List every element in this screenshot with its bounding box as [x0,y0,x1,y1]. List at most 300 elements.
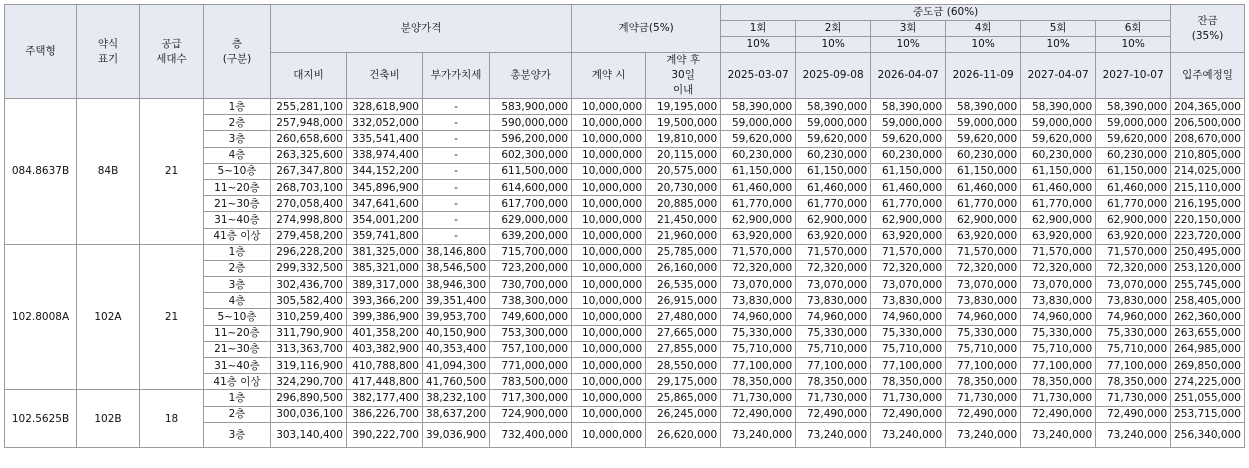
floor-cell: 21~30층 [204,196,271,212]
middle-payment-cell: 75,710,000 [796,341,871,357]
middle-payment-cell: 71,570,000 [721,244,796,260]
table-body [5,99,1245,448]
deposit-cell: 10,000,000 [572,390,646,406]
deposit-cell: 10,000,000 [572,179,646,195]
middle-payment-cell: 75,710,000 [1021,341,1096,357]
floor-cell: 11~20층 [204,179,271,195]
supply-count-cell: 21 [140,99,204,245]
land-cost-cell: 268,703,100 [271,179,347,195]
total-price-cell: 639,200,000 [490,228,572,244]
total-price-cell: 732,400,000 [490,422,572,447]
deposit-cell: 10,000,000 [572,374,646,390]
middle-pct-header: 10% [1021,37,1096,53]
build-cost-cell: 417,448,800 [347,374,423,390]
middle-payment-cell: 58,390,000 [796,99,871,115]
middle-payment-cell: 59,000,000 [946,115,1021,131]
middle-payment-cell: 61,460,000 [871,179,946,195]
middle-payment-cell: 58,390,000 [1096,99,1171,115]
col-abbr-header: 약식 표기 [77,5,140,99]
deposit-on-contract-header [572,53,646,99]
vat-cell: - [423,115,490,131]
vat-header: 부가가치세 [423,53,490,99]
middle-payment-cell: 78,350,000 [721,374,796,390]
middle-payment-cell: 73,830,000 [796,293,871,309]
middle-payment-cell: 61,460,000 [946,179,1021,195]
middle-payment-cell: 61,460,000 [1096,179,1171,195]
build-cost-cell: 403,382,900 [347,341,423,357]
balance-cell: 269,850,000 [1171,358,1245,374]
middle-payment-cell: 61,770,000 [946,196,1021,212]
vat-cell: - [423,212,490,228]
middle-payment-cell: 74,960,000 [796,309,871,325]
floor-cell: 2층 [204,260,271,276]
middle-payment-cell: 71,730,000 [796,390,871,406]
vat-cell: - [423,99,490,115]
middle-payment-cell: 78,350,000 [796,374,871,390]
deposit-cell: 10,000,000 [572,325,646,341]
build-cost-header: 건축비 [347,53,423,99]
middle-payment-cell: 71,730,000 [721,390,796,406]
middle-payment-cell: 78,350,000 [1096,374,1171,390]
middle-payment-cell: 59,620,000 [796,131,871,147]
supply-count-cell: 21 [140,244,204,390]
unit-type-cell: 102.5625B [5,390,77,447]
middle-payment-cell: 61,150,000 [871,163,946,179]
middle-payment-cell: 75,710,000 [1096,341,1171,357]
floor-cell: 5~10층 [204,309,271,325]
deposit-cell: 10,000,000 [572,244,646,260]
col-supply-header: 공급 세대수 [140,5,204,99]
build-cost-cell: 410,788,800 [347,358,423,374]
middle-payment-cell: 61,460,000 [721,179,796,195]
table-row [5,244,1245,260]
middle-payment-cell: 60,230,000 [1021,147,1096,163]
vat-cell: 41,760,500 [423,374,490,390]
middle-payment-cell: 72,320,000 [871,260,946,276]
middle-payment-cell: 72,490,000 [721,406,796,422]
unit-type-cell: 084.8637B [5,99,77,245]
price-group-header: 분양가격 [271,5,572,53]
floor-cell: 3층 [204,277,271,293]
total-price-cell: 596,200,000 [490,131,572,147]
deposit-cell: 10,000,000 [572,212,646,228]
land-cost-cell: 296,228,200 [271,244,347,260]
middle-date-header: 2027-04-07 [1021,53,1096,99]
land-cost-cell: 263,325,600 [271,147,347,163]
floor-cell: 31~40층 [204,358,271,374]
middle-date-header: 2027-10-07 [1096,53,1171,99]
total-price-cell: 753,300,000 [490,325,572,341]
deposit-cell: 28,550,000 [646,358,721,374]
land-cost-cell: 324,290,700 [271,374,347,390]
balance-cell: 204,365,000 [1171,99,1245,115]
deposit-cell: 10,000,000 [572,309,646,325]
deposit-cell: 10,000,000 [572,422,646,447]
middle-payment-cell: 78,350,000 [871,374,946,390]
middle-payment-cell: 72,490,000 [946,406,1021,422]
total-price-cell: 717,300,000 [490,390,572,406]
middle-payment-cell: 74,960,000 [1021,309,1096,325]
total-price-header: 총분양가 [490,53,572,99]
middle-payment-cell: 59,620,000 [721,131,796,147]
floor-cell: 3층 [204,131,271,147]
vat-cell: 40,150,900 [423,325,490,341]
middle-payment-cell: 59,000,000 [796,115,871,131]
middle-payment-cell: 73,070,000 [871,277,946,293]
deposit-cell: 19,500,000 [646,115,721,131]
deposit-cell: 21,960,000 [646,228,721,244]
deposit-cell: 20,885,000 [646,196,721,212]
balance-cell: 206,500,000 [1171,115,1245,131]
floor-cell: 1층 [204,244,271,260]
land-cost-cell: 257,948,000 [271,115,347,131]
deposit-cell: 26,915,000 [646,293,721,309]
middle-payment-cell: 74,960,000 [946,309,1021,325]
build-cost-cell: 345,896,900 [347,179,423,195]
balance-cell: 262,360,000 [1171,309,1245,325]
floor-cell: 3층 [204,422,271,447]
middle-payment-cell: 72,320,000 [1096,260,1171,276]
middle-pct-header: 10% [796,37,871,53]
build-cost-cell: 382,177,400 [347,390,423,406]
header-text: 계약 시 [591,69,626,81]
middle-payment-cell: 60,230,000 [721,147,796,163]
middle-pct-header: 10% [946,37,1021,53]
abbr-cell: 102B [77,390,140,447]
middle-pct-header: 10% [1096,37,1171,53]
deposit-cell: 10,000,000 [572,341,646,357]
deposit-cell: 10,000,000 [572,131,646,147]
middle-payment-cell: 77,100,000 [796,358,871,374]
middle-payment-cell: 77,100,000 [1096,358,1171,374]
middle-payment-cell: 72,320,000 [946,260,1021,276]
balance-cell: 208,670,000 [1171,131,1245,147]
deposit-cell: 10,000,000 [572,358,646,374]
balance-cell: 263,655,000 [1171,325,1245,341]
middle-payment-cell: 73,070,000 [1021,277,1096,293]
vat-cell: - [423,228,490,244]
deposit-cell: 26,535,000 [646,277,721,293]
deposit-cell: 25,785,000 [646,244,721,260]
land-cost-cell: 305,582,400 [271,293,347,309]
middle-payment-cell: 72,320,000 [1021,260,1096,276]
total-price-cell: 611,500,000 [490,163,572,179]
floor-cell: 2층 [204,115,271,131]
table-row [5,99,1245,115]
build-cost-cell: 386,226,700 [347,406,423,422]
floor-cell: 21~30층 [204,341,271,357]
balance-cell: 214,025,000 [1171,163,1245,179]
vat-cell: - [423,179,490,195]
build-cost-cell: 399,386,900 [347,309,423,325]
land-cost-cell: 267,347,800 [271,163,347,179]
build-cost-cell: 328,618,900 [347,99,423,115]
land-cost-cell: 270,058,400 [271,196,347,212]
middle-payment-cell: 58,390,000 [1021,99,1096,115]
col-type-header: 주택형 [5,5,77,99]
land-cost-cell: 311,790,900 [271,325,347,341]
floor-cell: 4층 [204,293,271,309]
balance-group-header: 잔금 (35%) [1171,5,1245,53]
middle-payment-cell: 72,490,000 [871,406,946,422]
middle-payment-cell: 61,150,000 [946,163,1021,179]
build-cost-cell: 354,001,200 [347,212,423,228]
total-price-cell: 730,700,000 [490,277,572,293]
middle-payment-cell: 73,830,000 [721,293,796,309]
middle-payment-cell: 73,070,000 [796,277,871,293]
deposit-group-header: 계약금(5%) [572,5,721,53]
land-cost-cell: 299,332,500 [271,260,347,276]
middle-payment-cell: 61,770,000 [796,196,871,212]
middle-payment-cell: 72,320,000 [721,260,796,276]
middle-payment-cell: 73,830,000 [946,293,1021,309]
middle-payment-cell: 63,920,000 [871,228,946,244]
deposit-cell: 10,000,000 [572,163,646,179]
land-cost-cell: 274,998,800 [271,212,347,228]
deposit-cell: 10,000,000 [572,147,646,163]
middle-payment-cell: 62,900,000 [721,212,796,228]
land-cost-cell: 319,116,900 [271,358,347,374]
deposit-cell: 26,245,000 [646,406,721,422]
build-cost-cell: 393,366,200 [347,293,423,309]
move-in-date-header: 입주예정일 [1171,53,1245,99]
deposit-cell: 10,000,000 [572,277,646,293]
total-price-cell: 583,900,000 [490,99,572,115]
floor-cell: 4층 [204,147,271,163]
middle-payment-cell: 73,830,000 [1021,293,1096,309]
middle-payment-cell: 60,230,000 [796,147,871,163]
balance-cell: 250,495,000 [1171,244,1245,260]
middle-payment-cell: 61,150,000 [796,163,871,179]
land-cost-cell: 255,281,100 [271,99,347,115]
middle-payment-cell: 61,770,000 [1096,196,1171,212]
middle-round-header: 2회 [796,21,871,37]
vat-cell: 38,946,300 [423,277,490,293]
total-price-cell: 715,700,000 [490,244,572,260]
middle-payment-cell: 58,390,000 [946,99,1021,115]
middle-payment-cell: 71,570,000 [1021,244,1096,260]
total-price-cell: 602,300,000 [490,147,572,163]
deposit-cell: 29,175,000 [646,374,721,390]
build-cost-cell: 332,052,000 [347,115,423,131]
build-cost-cell: 347,641,600 [347,196,423,212]
middle-round-header: 3회 [871,21,946,37]
deposit-cell: 20,115,000 [646,147,721,163]
middle-payment-cell: 77,100,000 [721,358,796,374]
middle-payment-cell: 74,960,000 [721,309,796,325]
middle-date-header: 2025-09-08 [796,53,871,99]
middle-payment-cell: 71,730,000 [1096,390,1171,406]
middle-payment-cell: 58,390,000 [721,99,796,115]
vat-cell: 40,353,400 [423,341,490,357]
supply-count-cell: 18 [140,390,204,447]
land-cost-cell: 260,658,600 [271,131,347,147]
middle-payment-cell: 73,830,000 [1096,293,1171,309]
balance-cell: 255,745,000 [1171,277,1245,293]
middle-payment-cell: 71,730,000 [871,390,946,406]
balance-cell: 256,340,000 [1171,422,1245,447]
middle-pct-header: 10% [871,37,946,53]
total-price-cell: 749,600,000 [490,309,572,325]
middle-payment-cell: 59,000,000 [1096,115,1171,131]
middle-payment-cell: 59,000,000 [871,115,946,131]
middle-payment-cell: 59,620,000 [871,131,946,147]
middle-payment-cell: 59,620,000 [946,131,1021,147]
vat-cell: 38,546,500 [423,260,490,276]
total-price-cell: 771,000,000 [490,358,572,374]
vat-cell: - [423,163,490,179]
floor-cell: 1층 [204,99,271,115]
middle-payment-cell: 74,960,000 [1096,309,1171,325]
balance-cell: 215,110,000 [1171,179,1245,195]
middle-payment-cell: 75,710,000 [946,341,1021,357]
abbr-cell: 84B [77,99,140,245]
middle-payment-cell: 72,320,000 [796,260,871,276]
land-cost-cell: 302,436,700 [271,277,347,293]
vat-cell: - [423,147,490,163]
middle-date-header: 2026-11-09 [946,53,1021,99]
middle-payment-cell: 62,900,000 [1096,212,1171,228]
middle-payment-cell: 78,350,000 [1021,374,1096,390]
middle-payment-cell: 63,920,000 [721,228,796,244]
table-row [5,390,1245,406]
middle-payment-cell: 59,620,000 [1021,131,1096,147]
deposit-cell: 10,000,000 [572,260,646,276]
deposit-cell: 10,000,000 [572,99,646,115]
floor-cell: 31~40층 [204,212,271,228]
middle-payment-cell: 73,070,000 [946,277,1021,293]
middle-payment-cell: 61,770,000 [1021,196,1096,212]
middle-payment-cell: 75,330,000 [871,325,946,341]
balance-cell: 210,805,000 [1171,147,1245,163]
total-price-cell: 723,200,000 [490,260,572,276]
build-cost-cell: 335,541,400 [347,131,423,147]
middle-payment-cell: 73,240,000 [946,422,1021,447]
vat-cell: 38,146,800 [423,244,490,260]
deposit-cell: 26,620,000 [646,422,721,447]
middle-payment-cell: 72,490,000 [1096,406,1171,422]
col-floor-header: 층 (구분) [204,5,271,99]
middle-payment-cell: 73,240,000 [796,422,871,447]
balance-cell: 264,985,000 [1171,341,1245,357]
middle-pct-header: 10% [721,37,796,53]
price-table [4,4,1245,448]
deposit-cell: 27,665,000 [646,325,721,341]
middle-payment-cell: 71,570,000 [946,244,1021,260]
middle-payment-cell: 62,900,000 [796,212,871,228]
vat-cell: 39,036,900 [423,422,490,447]
build-cost-cell: 390,222,700 [347,422,423,447]
land-cost-cell: 300,036,100 [271,406,347,422]
floor-cell: 1층 [204,390,271,406]
middle-payment-cell: 71,730,000 [1021,390,1096,406]
land-cost-cell: 279,458,200 [271,228,347,244]
floor-cell: 41층 이상 [204,374,271,390]
balance-cell: 216,195,000 [1171,196,1245,212]
deposit-cell: 21,450,000 [646,212,721,228]
table-header [5,5,1245,99]
middle-payment-cell: 71,570,000 [1096,244,1171,260]
middle-payment-cell: 75,710,000 [721,341,796,357]
middle-payment-cell: 71,570,000 [796,244,871,260]
middle-payment-cell: 77,100,000 [871,358,946,374]
middle-payment-cell: 61,460,000 [1021,179,1096,195]
land-cost-header: 대지비 [271,53,347,99]
middle-date-header: 2026-04-07 [871,53,946,99]
total-price-cell: 614,600,000 [490,179,572,195]
middle-payment-cell: 71,730,000 [946,390,1021,406]
middle-payment-cell: 63,920,000 [1096,228,1171,244]
total-price-cell: 757,100,000 [490,341,572,357]
middle-payment-cell: 60,230,000 [1096,147,1171,163]
floor-cell: 41층 이상 [204,228,271,244]
vat-cell: 39,953,700 [423,309,490,325]
floor-cell: 2층 [204,406,271,422]
vat-cell: 41,094,300 [423,358,490,374]
middle-payment-cell: 77,100,000 [946,358,1021,374]
middle-payment-cell: 60,230,000 [946,147,1021,163]
total-price-cell: 629,000,000 [490,212,572,228]
middle-payment-cell: 61,150,000 [1021,163,1096,179]
middle-payment-cell: 73,240,000 [1096,422,1171,447]
floor-cell: 5~10층 [204,163,271,179]
deposit-cell: 19,810,000 [646,131,721,147]
build-cost-cell: 381,325,000 [347,244,423,260]
middle-payment-cell: 73,070,000 [721,277,796,293]
middle-payment-cell: 59,000,000 [721,115,796,131]
middle-payment-cell: 59,620,000 [1096,131,1171,147]
middle-payment-cell: 72,490,000 [1021,406,1096,422]
middle-payment-cell: 75,330,000 [796,325,871,341]
land-cost-cell: 310,259,400 [271,309,347,325]
middle-payment-cell: 73,240,000 [721,422,796,447]
balance-cell: 223,720,000 [1171,228,1245,244]
middle-payment-cell: 72,490,000 [796,406,871,422]
middle-payment-cell: 62,900,000 [1021,212,1096,228]
unit-type-cell: 102.8008A [5,244,77,390]
balance-cell: 220,150,000 [1171,212,1245,228]
middle-payment-cell: 71,570,000 [871,244,946,260]
total-price-cell: 783,500,000 [490,374,572,390]
deposit-cell: 20,730,000 [646,179,721,195]
deposit-cell: 27,855,000 [646,341,721,357]
middle-payment-cell: 75,330,000 [721,325,796,341]
total-price-cell: 590,000,000 [490,115,572,131]
middle-payment-cell: 73,830,000 [871,293,946,309]
middle-payment-cell: 73,070,000 [1096,277,1171,293]
vat-cell: 38,232,100 [423,390,490,406]
middle-payment-cell: 73,240,000 [1021,422,1096,447]
price-table-container [4,4,1245,448]
middle-payment-cell: 78,350,000 [946,374,1021,390]
balance-cell: 251,055,000 [1171,390,1245,406]
deposit-cell: 20,575,000 [646,163,721,179]
middle-payment-cell: 75,710,000 [871,341,946,357]
header-text: 계약 후 30일 이내 [666,54,701,96]
balance-cell: 253,120,000 [1171,260,1245,276]
middle-payment-cell: 75,330,000 [1021,325,1096,341]
deposit-cell: 19,195,000 [646,99,721,115]
middle-payment-cell: 74,960,000 [871,309,946,325]
middle-payment-cell: 62,900,000 [946,212,1021,228]
middle-date-header: 2025-03-07 [721,53,796,99]
deposit-cell: 10,000,000 [572,115,646,131]
middle-group-header: 중도금 (60%) [721,5,1171,21]
land-cost-cell: 296,890,500 [271,390,347,406]
middle-payment-cell: 61,150,000 [1096,163,1171,179]
land-cost-cell: 303,140,400 [271,422,347,447]
deposit-cell: 10,000,000 [572,293,646,309]
